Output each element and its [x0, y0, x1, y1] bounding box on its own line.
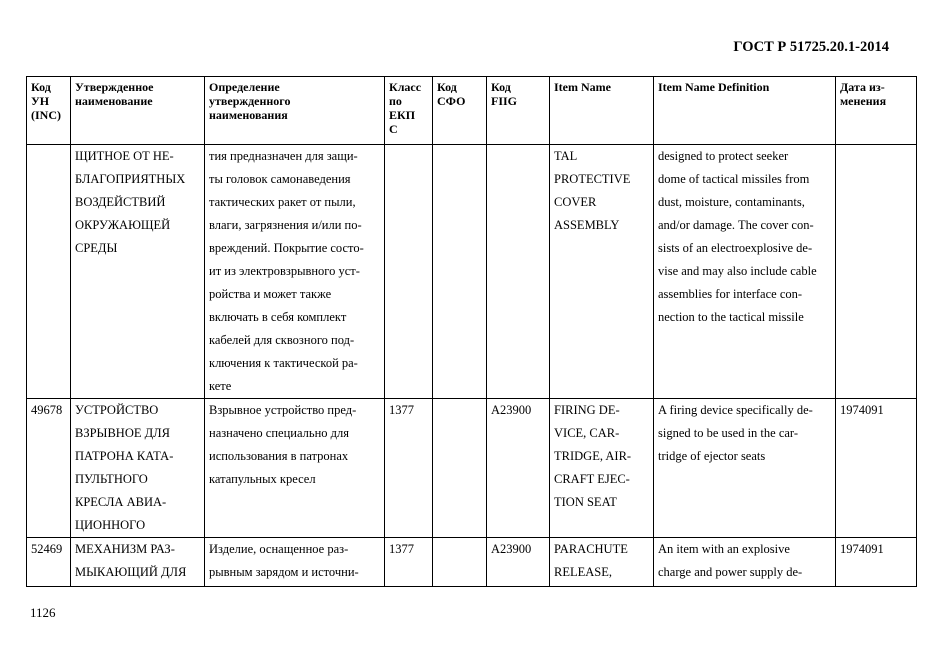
cell-line: PARACHUTE [554, 542, 628, 556]
column-header-line: Item Name [554, 80, 611, 94]
cell-line: nection to the tactical missile [658, 310, 804, 324]
cell-line: ройства и может также [209, 287, 332, 301]
column-header-6 [550, 77, 654, 145]
cell-line: ПУЛЬТНОГО [75, 472, 148, 486]
inc-code-cell [27, 145, 71, 399]
column-header-0 [27, 77, 71, 145]
item-name-cell [550, 145, 654, 399]
cell-line: тактических ракет от пыли, [209, 195, 356, 209]
cell-line: charge and power supply de- [658, 565, 803, 579]
item-name-cell [550, 399, 654, 538]
class-cell [385, 145, 433, 399]
cell-line: signed to be used in the car- [658, 426, 798, 440]
cell-line: КРЕСЛА АВИА- [75, 495, 167, 509]
column-header-line: Код [31, 80, 51, 94]
cell-line: Изделие, оснащенное раз- [209, 542, 349, 556]
approved-name-cell [71, 399, 205, 538]
column-header-7 [654, 77, 836, 145]
approved-name-cell [71, 145, 205, 399]
column-header-line: (INC) [31, 108, 61, 122]
cell-line: МЕХАНИЗМ РАЗ- [75, 542, 175, 556]
fiig-code-cell [487, 145, 550, 399]
column-header-line: утвержденного [209, 94, 291, 108]
column-header-1 [71, 77, 205, 145]
catalog-table [26, 76, 917, 587]
page-number: 1126 [30, 605, 56, 620]
cell-line: включать в себя комплект [209, 310, 347, 324]
change-date-cell: 1974091 [836, 399, 917, 538]
definition-cell [205, 399, 385, 538]
cell-line: УСТРОЙСТВО [75, 403, 159, 417]
inc-code-cell: 52469 [27, 538, 71, 587]
cell-line: ВЗРЫВНОЕ ДЛЯ [75, 426, 170, 440]
cell-line: кабелей для сквозного под- [209, 333, 355, 347]
column-header-line: Дата из- [840, 80, 885, 94]
item-definition-cell [654, 538, 836, 587]
cell-line: ЦИОННОГО [75, 518, 146, 532]
cell-line: ASSEMBLY [554, 218, 620, 232]
cell-line: МЫКАЮЩИЙ ДЛЯ [75, 565, 187, 579]
fiig-code-cell: A23900 [487, 399, 550, 538]
document-code: ГОСТ Р 51725.20.1-2014 [733, 39, 889, 55]
cell-line: and/or damage. The cover con- [658, 218, 814, 232]
cell-line: СРЕДЫ [75, 241, 118, 255]
class-cell: 1377 [385, 538, 433, 587]
table-row [27, 145, 917, 399]
column-header-line: СФО [437, 94, 466, 108]
column-header-line: наименование [75, 94, 153, 108]
header-row [27, 77, 917, 145]
cell-line: dust, moisture, contaminants, [658, 195, 805, 209]
cell-line: TION SEAT [554, 495, 617, 509]
column-header-line: Определение [209, 80, 280, 94]
inc-code-cell: 49678 [27, 399, 71, 538]
class-cell: 1377 [385, 399, 433, 538]
table-row [27, 538, 917, 587]
cell-line: тия предназначен для защи- [209, 149, 358, 163]
column-header-line: УН [31, 94, 50, 108]
cell-line: FIRING DE- [554, 403, 620, 417]
cell-line: ВОЗДЕЙСТВИЙ [75, 195, 166, 209]
cell-line: использования в патронах [209, 449, 349, 463]
column-header-line: Класс [389, 80, 422, 94]
cell-line: ит из электровзрывного уст- [209, 264, 360, 278]
cell-line: Взрывное устройство пред- [209, 403, 357, 417]
cell-line: tridge of ejector seats [658, 449, 766, 463]
sfo-code-cell [433, 399, 487, 538]
column-header-2 [205, 77, 385, 145]
sfo-code-cell [433, 145, 487, 399]
change-date-cell: 1974091 [836, 538, 917, 587]
definition-cell [205, 145, 385, 399]
cell-line: БЛАГОПРИЯТНЫХ [75, 172, 186, 186]
cell-line: кете [209, 379, 232, 393]
fiig-code-cell: A23900 [487, 538, 550, 587]
cell-line: вреждений. Покрытие состо- [209, 241, 364, 255]
item-name-cell [550, 538, 654, 587]
column-header-4 [433, 77, 487, 145]
column-header-line: по [389, 94, 402, 108]
column-header-line: ЕКП [389, 108, 416, 122]
cell-line: ПАТРОНА КАТА- [75, 449, 174, 463]
cell-line: катапульных кресел [209, 472, 316, 486]
column-header-line: Item Name Definition [658, 80, 770, 94]
cell-line: ЩИТНОЕ ОТ НЕ- [75, 149, 174, 163]
cell-line: TAL [554, 149, 578, 163]
cell-line: VICE, CAR- [554, 426, 620, 440]
cell-line: PROTECTIVE [554, 172, 631, 186]
approved-name-cell [71, 538, 205, 587]
cell-line: COVER [554, 195, 597, 209]
item-definition-cell [654, 145, 836, 399]
column-header-5 [487, 77, 550, 145]
column-header-3 [385, 77, 433, 145]
cell-line: назначено специально для [209, 426, 349, 440]
column-header-line: FIIG [491, 94, 518, 108]
cell-line: vise and may also include cable [658, 264, 817, 278]
column-header-line: Код [491, 80, 511, 94]
item-definition-cell [654, 399, 836, 538]
cell-line: assemblies for interface con- [658, 287, 803, 301]
cell-line: ключения к тактической ра- [209, 356, 358, 370]
column-header-line: наименования [209, 108, 288, 122]
column-header-line: Код [437, 80, 457, 94]
table-body [27, 145, 917, 587]
definition-cell [205, 538, 385, 587]
cell-line: dome of tactical missiles from [658, 172, 810, 186]
column-header-line: менения [840, 94, 887, 108]
column-header-line: Утвержденное [75, 80, 154, 94]
cell-line: A firing device specifically de- [658, 403, 813, 417]
column-header-line: С [389, 122, 398, 136]
cell-line: CRAFT EJEC- [554, 472, 630, 486]
cell-line: An item with an explosive [658, 542, 790, 556]
cell-line: ты головок самонаведения [209, 172, 351, 186]
cell-line: RELEASE, [554, 565, 612, 579]
table-row [27, 399, 917, 538]
sfo-code-cell [433, 538, 487, 587]
cell-line: designed to protect seeker [658, 149, 789, 163]
cell-line: sists of an electroexplosive de- [658, 241, 813, 255]
cell-line: TRIDGE, AIR- [554, 449, 632, 463]
cell-line: рывным зарядом и источни- [209, 565, 359, 579]
cell-line: влаги, загрязнения и/или по- [209, 218, 362, 232]
cell-line: ОКРУЖАЮЩЕЙ [75, 218, 171, 232]
column-header-8 [836, 77, 917, 145]
change-date-cell [836, 145, 917, 399]
